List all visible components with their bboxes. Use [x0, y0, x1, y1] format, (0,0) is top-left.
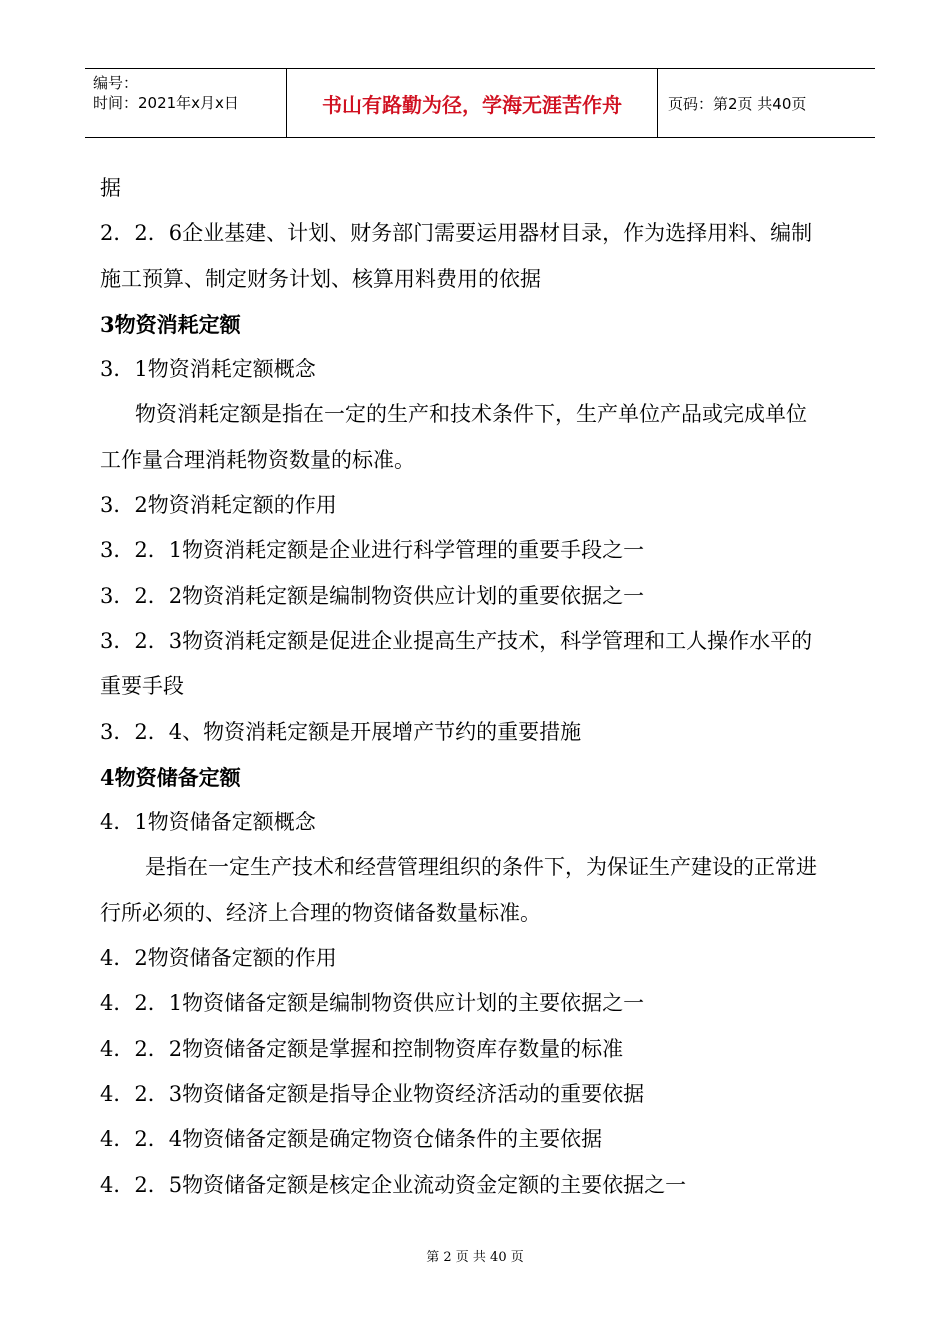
section-item: 3．2．4、物资消耗定额是开展增产节约的重要措施 [100, 719, 582, 744]
paragraph-line: 工作量合理消耗物资数量的标准。 [100, 447, 415, 472]
subsection-heading: 4．1物资储备定额概念 [100, 810, 316, 835]
header-motto: 书山有路勤为径，学海无涯苦作舟 [286, 69, 658, 137]
subsection-heading: 3．2物资消耗定额的作用 [100, 493, 337, 518]
document-body [100, 166, 862, 1208]
section-item: 2．2．6企业基建、计划、财务部门需要运用器材目录，作为选择用料、编制 [100, 221, 813, 246]
section-item: 4．2．5物资储备定额是核定企业流动资金定额的主要依据之一 [100, 1172, 687, 1197]
paragraph-line: 物资消耗定额是指在一定的生产和技术条件下，生产单位产品或完成单位 [135, 402, 807, 427]
subsection-heading: 4．2物资储备定额的作用 [100, 946, 337, 971]
header-meta [85, 69, 286, 137]
paragraph-line: 重要手段 [100, 674, 184, 699]
date-label: 时间：2021年x月x日 [93, 94, 239, 112]
paragraph-line: 据 [100, 176, 121, 200]
header-page-number: 页码：第2页 共40页 [668, 94, 807, 113]
section-heading: 3物资消耗定额 [100, 311, 241, 337]
section-item: 4．2．1物资储备定额是编制物资供应计划的主要依据之一 [100, 991, 645, 1016]
paragraph-line: 施工预算、制定财务计划、核算用料费用的依据 [100, 266, 541, 291]
section-item: 3．2．1物资消耗定额是企业进行科学管理的重要手段之一 [100, 538, 645, 563]
section-heading: 4物资储备定额 [100, 764, 241, 790]
paragraph-line: 行所必须的、经济上合理的物资储备数量标准。 [100, 900, 541, 925]
page-header [85, 68, 875, 138]
number-label: 编号： [93, 74, 139, 92]
section-item: 4．2．2物资储备定额是掌握和控制物资库存数量的标准 [100, 1036, 624, 1061]
section-item: 3．2．2物资消耗定额是编制物资供应计划的重要依据之一 [100, 583, 645, 608]
page-footer: 第 2 页 共 40 页 [426, 1250, 524, 1265]
subsection-heading: 3．1物资消耗定额概念 [100, 357, 316, 382]
paragraph-line: 是指在一定生产技术和经营管理组织的条件下，为保证生产建设的正常进 [145, 855, 817, 880]
section-item: 4．2．3物资储备定额是指导企业物资经济活动的重要依据 [100, 1081, 645, 1106]
section-item: 3．2．3物资消耗定额是促进企业提高生产技术，科学管理和工人操作水平的 [100, 628, 813, 653]
section-item: 4．2．4物资储备定额是确定物资仓储条件的主要依据 [100, 1127, 603, 1152]
